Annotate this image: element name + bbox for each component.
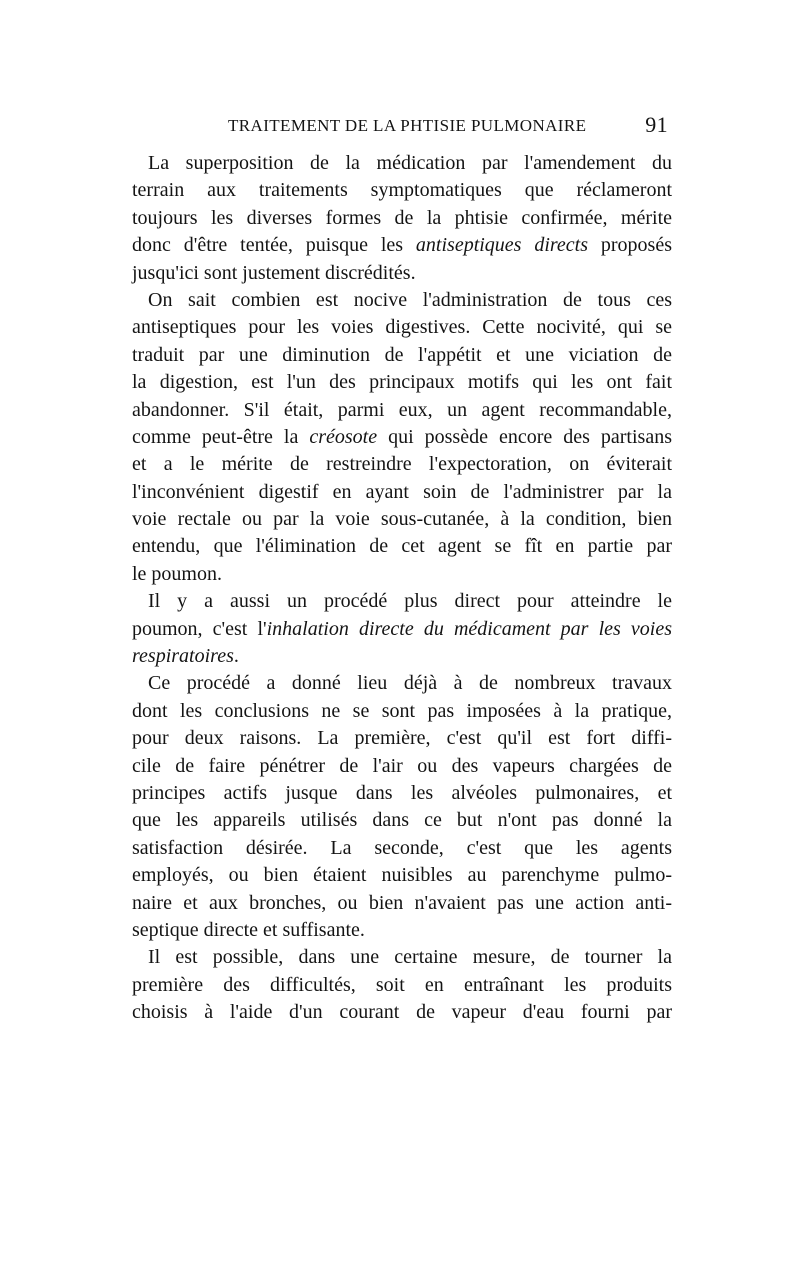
text-line	[132, 780, 672, 807]
text-line	[132, 917, 672, 944]
text-run: employés, ou bien étaient nuisibles au parenchyme pulmo-	[132, 864, 672, 887]
text-line	[132, 588, 672, 615]
text-line	[132, 232, 672, 259]
paragraph	[132, 670, 672, 944]
text-run: que les appareils utilisés dans ce but n'ont pas donné la	[132, 809, 672, 832]
text-line	[132, 342, 672, 369]
italic-text: créosote	[309, 425, 378, 448]
text-run: choisis à l'aide d'un courant de vapeur d'eau fourni par	[132, 1001, 672, 1024]
text-line	[132, 807, 672, 834]
body-text	[132, 150, 672, 1027]
text-run: Ce procédé a donné lieu déjà à de nombreux travaux	[148, 672, 672, 695]
text-run: On sait combien est nocive l'administration de tous ces	[148, 288, 672, 311]
text-run: proposés	[588, 234, 672, 257]
text-line	[132, 397, 672, 424]
text-line	[132, 753, 672, 780]
page-number: 91	[645, 112, 668, 137]
text-line	[132, 670, 672, 697]
text-line	[132, 725, 672, 752]
text-line	[132, 479, 672, 506]
text-run: Il est possible, dans une certaine mesure, de tourner la	[148, 946, 672, 969]
text-run: dont les conclusions ne se sont pas imposées à la pratique,	[132, 699, 672, 722]
running-title: TRAITEMENT DE LA PHTISIE PULMONAIRE	[228, 116, 587, 135]
text-line	[132, 835, 672, 862]
text-line	[132, 890, 672, 917]
text-line	[132, 862, 672, 889]
text-line	[132, 287, 672, 314]
text-line	[132, 561, 672, 588]
text-run: donc d'être tentée, puisque les	[132, 234, 416, 257]
text-line	[132, 314, 672, 341]
text-line	[132, 205, 672, 232]
text-run: l'inconvénient digestif en ayant soin de l'administrer par la	[132, 480, 672, 503]
text-run: pour deux raisons. La première, c'est qu'il est fort diffi-	[132, 727, 672, 750]
paragraph	[132, 150, 672, 287]
text-run: le poumon.	[132, 562, 222, 585]
text-run: et a le mérite de restreindre l'expectoration, on éviterait	[132, 453, 672, 476]
text-run: première des difficultés, soit en entraînant les produits	[132, 973, 672, 996]
text-line	[132, 369, 672, 396]
text-line	[132, 972, 672, 999]
text-run: voie rectale ou par la voie sous-cutanée, à la condition, bien	[132, 508, 672, 531]
text-run: septique directe et suffisante.	[132, 918, 365, 941]
paragraph	[132, 588, 672, 670]
text-line	[132, 698, 672, 725]
italic-text: antiseptiques directs	[415, 234, 589, 257]
running-head	[132, 112, 672, 142]
text-run: terrain aux traitements symptomatiques que réclameront	[132, 179, 672, 202]
italic-text: respiratoires	[132, 645, 234, 668]
text-run: entendu, que l'élimination de cet agent se fît en partie par	[132, 535, 672, 558]
text-line	[132, 260, 672, 287]
text-line	[132, 506, 672, 533]
text-run: Il y a aussi un procédé plus direct pour atteindre le	[148, 590, 672, 613]
text-run: toujours les diverses formes de la phtisie confirmée, mérite	[132, 206, 672, 229]
text-run: poumon, c'est l'	[132, 617, 267, 640]
paragraph	[132, 287, 672, 588]
text-line	[132, 451, 672, 478]
text-run: qui possède encore des partisans	[377, 425, 672, 448]
text-run: jusqu'ici sont justement discrédités.	[132, 261, 416, 284]
text-line	[132, 616, 672, 643]
text-run: antiseptiques pour les voies digestives. Cette nocivité, qui se	[132, 316, 672, 339]
text-run: traduit par une diminution de l'appétit et une viciation de	[132, 343, 672, 366]
text-line	[132, 643, 672, 670]
text-run: principes actifs jusque dans les alvéoles pulmonaires, et	[132, 781, 672, 804]
text-run: satisfaction désirée. La seconde, c'est que les agents	[132, 836, 672, 859]
text-line	[132, 177, 672, 204]
italic-text: inhalation directe du médicament par les voies	[266, 617, 672, 640]
text-line	[132, 999, 672, 1026]
text-run: .	[233, 645, 239, 668]
text-run: cile de faire pénétrer de l'air ou des vapeurs chargées de	[132, 754, 672, 777]
text-line	[132, 150, 672, 177]
text-line	[132, 533, 672, 560]
paragraph	[132, 944, 672, 1026]
text-run: naire et aux bronches, ou bien n'avaient pas une action anti-	[132, 891, 672, 914]
text-run: La superposition de la médication par l'amendement du	[148, 152, 672, 174]
text-run: la digestion, est l'un des principaux motifs qui les ont fait	[132, 371, 672, 394]
text-line	[132, 944, 672, 971]
text-run: comme peut-être la	[132, 425, 310, 448]
text-run: abandonner. S'il était, parmi eux, un agent recommandable,	[132, 398, 672, 421]
text-line	[132, 424, 672, 451]
